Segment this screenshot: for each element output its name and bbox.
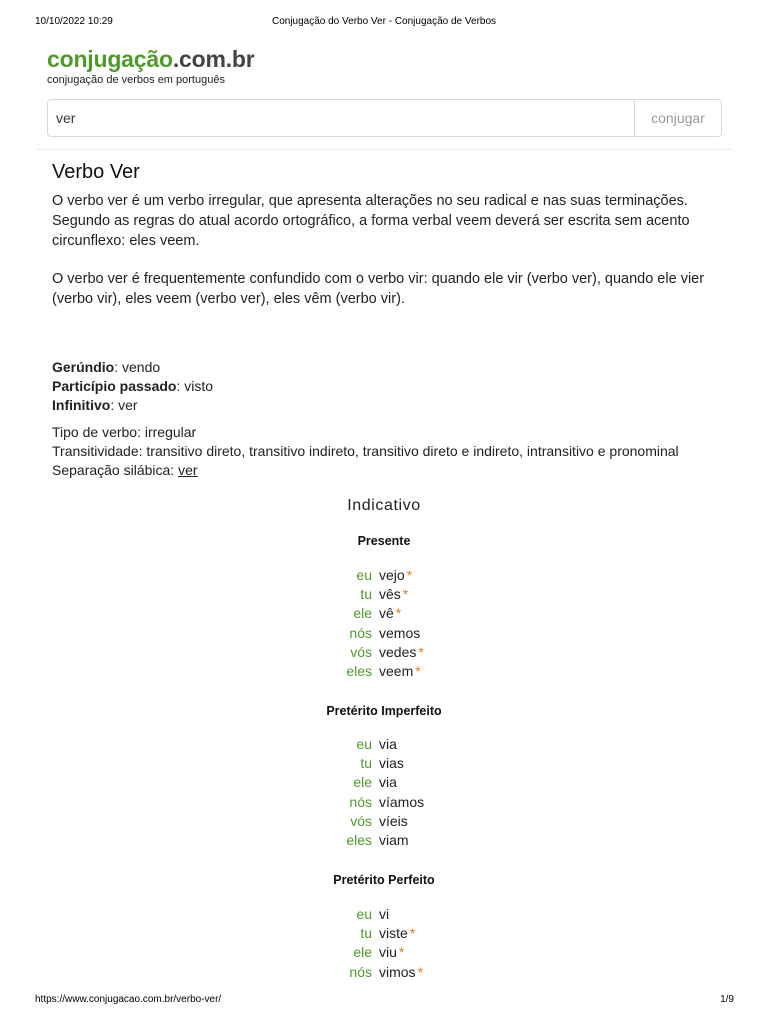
verb-confusion-note: O verbo ver é frequentemente confundido com o verbo vir: quando ele vir (verbo ver), quando ele vier (verbo vir), eles veem (verbo ver), eles vêm (verbo vir). <box>52 271 705 307</box>
pronoun: eu <box>356 736 372 752</box>
verb-form: vemos <box>379 624 421 641</box>
gerund-value: vendo <box>122 359 161 375</box>
search-bar <box>47 99 722 137</box>
pronoun: vós <box>350 643 372 660</box>
irregular-marker: * <box>395 605 402 622</box>
conjugation-row <box>300 924 500 943</box>
verb-content <box>52 159 722 480</box>
conjugation-row <box>300 566 500 585</box>
conjugation-row <box>300 604 500 623</box>
tense-title-perfeito: Pretérito Perfeito <box>333 873 435 887</box>
verb-form: víeis <box>379 812 408 829</box>
verb-form: víamos <box>379 793 425 810</box>
pronoun: eu <box>356 567 372 583</box>
search-input[interactable] <box>48 100 634 136</box>
print-datetime: 10/10/2022 10:29 <box>35 16 113 27</box>
pronoun: vós <box>350 812 372 829</box>
verb-details <box>52 423 722 480</box>
conjugation-row <box>300 662 500 681</box>
gerund-line: Gerúndio: vendo <box>52 359 161 375</box>
nominal-forms <box>52 358 722 415</box>
verb-form: vês <box>379 586 401 603</box>
print-url: https://www.conjugacao.com.br/verbo-ver/ <box>35 994 222 1005</box>
pronoun: eles <box>346 662 372 679</box>
verb-form: vê <box>379 605 394 622</box>
gerund-label: Gerúndio <box>52 359 115 375</box>
logo-text-domain: .com.br <box>172 46 255 72</box>
verb-form: vimos <box>379 963 416 980</box>
mood-title-indicativo: Indicativo <box>347 497 421 514</box>
verb-form: vias <box>379 755 404 772</box>
conjugation-row <box>300 812 500 831</box>
pronoun: ele <box>353 605 372 622</box>
conjugation-row <box>300 754 500 773</box>
pronoun: tu <box>360 586 372 603</box>
participle-label: Particípio passado <box>52 378 177 394</box>
verb-type: Tipo de verbo: irregular <box>52 424 197 440</box>
header-divider <box>37 149 732 150</box>
participle-value: visto <box>184 378 214 394</box>
irregular-marker: * <box>402 586 409 603</box>
pronoun: tu <box>360 755 372 772</box>
syllable-link[interactable]: ver <box>178 462 198 478</box>
irregular-marker: * <box>415 662 421 679</box>
infinitive-value: ver <box>118 397 138 413</box>
conjugation-row <box>300 943 500 962</box>
verb-form: via <box>379 774 397 791</box>
verb-form: vedes <box>379 643 417 660</box>
verb-form: veem <box>379 662 414 679</box>
verb-form: viste <box>379 925 408 942</box>
verb-transitivity: Transitividade: transitivo direto, transitivo indireto, transitivo direto e indireto, intransitivo e pronominal <box>52 443 679 459</box>
participle-line: Particípio passado: visto <box>52 378 214 394</box>
conjugation-row <box>300 585 500 604</box>
syllable-separation <box>52 461 722 480</box>
verb-form: viu <box>379 944 397 961</box>
conjugation-row <box>300 773 500 792</box>
conjugation-row <box>300 735 500 754</box>
irregular-marker: * <box>409 925 416 942</box>
conjugation-row <box>300 963 500 982</box>
conjugation-row <box>300 905 500 924</box>
pronoun: nós <box>349 793 372 810</box>
site-logo[interactable] <box>47 46 254 73</box>
pronoun: nós <box>349 963 372 980</box>
print-page-number: 1/9 <box>720 994 734 1005</box>
verb-form: vi <box>379 906 390 922</box>
site-tagline: conjugação de verbos em português <box>47 74 225 86</box>
pronoun: eu <box>356 906 372 922</box>
conjugation-row <box>300 793 500 812</box>
verb-description: O verbo ver é um verbo irregular, que apresenta alterações no seu radical e nas suas terminações. Segundo as regras do atual acordo ortográfico, a forma verbal veem deverá ser escrita sem acento circunflexo: eles veem. <box>52 193 690 249</box>
conjugate-button[interactable]: conjugar <box>634 100 721 136</box>
conjugation-table-presente <box>300 566 500 681</box>
infinitive-label: Infinitivo <box>52 397 111 413</box>
pronoun: tu <box>360 925 372 942</box>
tense-title-presente: Presente <box>357 534 411 548</box>
print-header <box>0 16 768 30</box>
verb-form: vejo <box>379 567 405 583</box>
conjugation-table-imperfeito <box>300 735 500 850</box>
syllable-label: Separação silábica: <box>52 462 179 478</box>
infinitive-line: Infinitivo: ver <box>52 397 138 413</box>
print-page-title: Conjugação do Verbo Ver - Conjugação de Verbos <box>271 16 497 27</box>
pronoun: ele <box>353 944 372 961</box>
irregular-marker: * <box>406 567 413 583</box>
irregular-marker: * <box>398 944 405 961</box>
tense-title-imperfeito: Pretérito Imperfeito <box>326 704 442 718</box>
conjugation-table-perfeito <box>300 905 500 982</box>
page-title: Verbo Ver <box>52 161 140 183</box>
pronoun: ele <box>353 774 372 791</box>
conjugation-row <box>300 643 500 662</box>
irregular-marker: * <box>418 643 424 660</box>
conjugation-row <box>300 831 500 850</box>
irregular-marker: * <box>417 963 424 980</box>
verb-form: viam <box>379 831 409 848</box>
logo-text-main: conjugação <box>47 46 173 72</box>
conjugation-row <box>300 624 500 643</box>
pronoun: eles <box>346 831 372 848</box>
verb-form: via <box>379 736 397 752</box>
pronoun: nós <box>349 624 372 641</box>
